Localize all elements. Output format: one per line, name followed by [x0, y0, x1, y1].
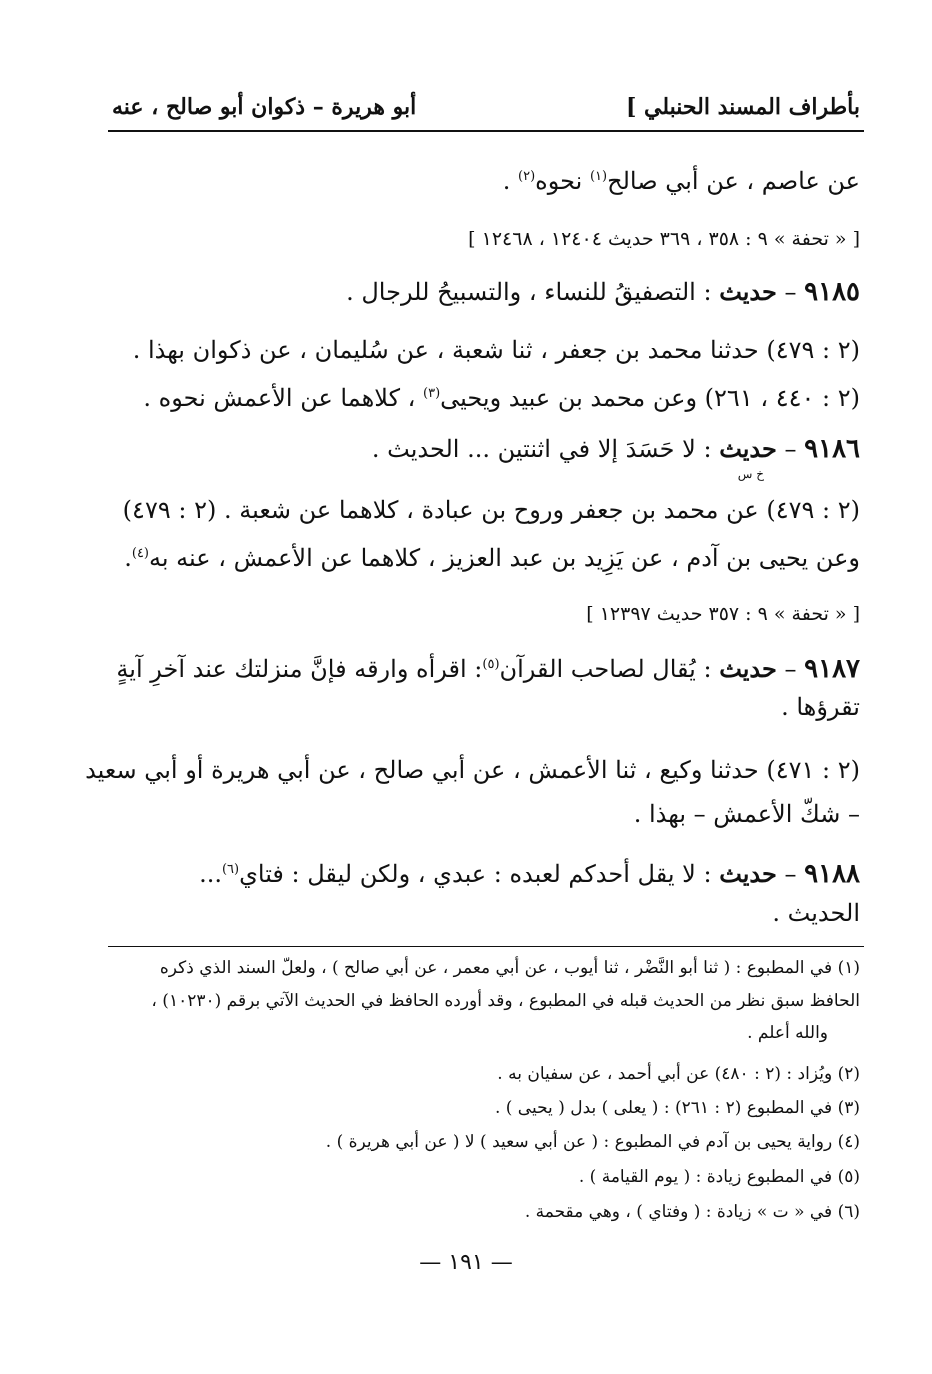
hadith-keyword: حديث [719, 859, 777, 888]
running-header-title: بأطراف المسند الحنبلي ] [625, 94, 860, 120]
hadith-text: : يُقال لصاحب القرآن [499, 655, 720, 683]
isnad-line: (٢ : ٤٧٩) عن محمد بن جعفر وروح بن عبادة ، كلاهما عن شعبة . (٢ : ٤٧٩) [122, 496, 860, 524]
footnote-ref: (٦) [221, 862, 240, 877]
footnote-3: (٣) في المطبوع (٢ : ٢٦١) : ( يعلى ) بدل ( يحيى ) . [494, 1098, 860, 1118]
dash: – [776, 435, 805, 463]
isnad-line: (٢ : ٤٧٩) حدثنا محمد بن جعفر ، ثنا شعبة ، عن سُليمان ، عن ذكوان بهذا . [132, 336, 860, 364]
isnad-line: (٢ : ٤٧١) حدثنا وكيع ، ثنا الأعمش ، عن أبي صالح ، عن أبي هريرة أو أبي سعيد [85, 756, 860, 784]
sigla-note: خ س [737, 467, 764, 481]
hadith-text: : اقرأه وارقه فإنَّ منزلتك عند آخرِ آيةٍ [116, 655, 483, 683]
line-text: . [124, 544, 132, 572]
line-text: وعن يحيى بن آدم ، عن يَزِيد بن عبد العزيز ، كلاهما عن الأعمش ، عنه به [149, 544, 860, 572]
isnad-line: – شكّ الأعمش – بهذا . [633, 800, 860, 828]
hadith-number: ٩١٨٦ [804, 434, 860, 464]
tuhfa-reference: [ « تحفة » ٩ : ٣٥٨ ، ٣٦٩ حديث ١٢٤٠٤ ، ١٢٤٦٨ ] [468, 228, 860, 250]
footnote-1: (١) في المطبوع : ( ثنا أبو النَّضْر ، ثنا أيوب ، عن أبي معمر ، عن أبي صالح ) ، ولعلّ السند الذي ذكره [159, 958, 860, 978]
footnote-ref: (٥) [482, 657, 500, 672]
footnote-ref: (١) [589, 169, 608, 184]
hadith-text: : لا يقل أحدكم لعبده : عبدي ، ولكن ليقل : فتاي [239, 860, 720, 888]
hadith-number: ٩١٨٥ [804, 277, 860, 307]
dash: – [776, 655, 805, 683]
hadith-heading-9186 [372, 432, 860, 466]
hadith-heading-9187 [116, 648, 860, 686]
header-rule [108, 130, 864, 132]
dash: – [776, 860, 805, 888]
hadith-keyword: حديث [719, 277, 777, 306]
line-text: نحوه [535, 167, 590, 195]
hadith-keyword: حديث [719, 434, 777, 463]
hadith-number: ٩١٨٨ [804, 859, 860, 889]
hadith-heading-9185 [346, 275, 860, 309]
line-text: (٢ : ٤٤٠ ، ٢٦١) وعن محمد بن عبيد ويحيى [440, 384, 860, 412]
hadith-number: ٩١٨٧ [804, 654, 860, 684]
line-text: عن عاصم ، عن أبي صالح [607, 167, 860, 195]
hadith-text: ... [199, 860, 222, 888]
footnote-rule [108, 946, 864, 947]
text-line [503, 160, 860, 198]
hadith-text: : لا حَسَدَ إلا في اثنتين ... الحديث . [371, 435, 720, 463]
footnote-4: (٤) رواية يحيى بن آدم في المطبوع : ( عن أبي سعيد ) لا ( عن أبي هريرة ) . [325, 1132, 860, 1152]
hadith-keyword: حديث [719, 654, 777, 683]
footnote-1-cont: والله أعلم . [747, 1023, 828, 1043]
hadith-heading-9188 [199, 853, 860, 891]
footnote-6: (٦) في « ت » زيادة : ( وفتاي ) ، وهي مقحمة . [524, 1202, 860, 1222]
footnote-2: (٢) ويُزاد : (٢ : ٤٨٠) عن أبي أحمد ، عن سفيان به . [497, 1064, 860, 1084]
isnad-line [143, 377, 860, 415]
footnote-ref: (٢) [518, 169, 536, 184]
line-text: . [502, 167, 519, 195]
footnote-5: (٥) في المطبوع زيادة : ( يوم القيامة ) . [578, 1167, 860, 1187]
text-line: تقرؤها . [781, 693, 860, 721]
text-line: الحديث . [772, 899, 860, 927]
footnote-1-cont: الحافظ سبق نظر من الحديث قبله في المطبوع ، وقد أورده الحافظ في الحديث الآتي برقم (١٠٢٣٠) ، [151, 991, 860, 1011]
dash: – [776, 278, 805, 306]
tuhfa-reference: [ « تحفة » ٩ : ٣٥٧ حديث ١٢٣٩٧ ] [586, 603, 860, 625]
running-header-section: أبو هريرة – ذكوان أبو صالح ، عنه [112, 94, 417, 120]
isnad-line [124, 537, 860, 575]
page-number: — ١٩١ — [419, 1250, 513, 1275]
hadith-text: : التصفيقُ للنساء ، والتسبيحُ للرجال . [346, 278, 720, 306]
footnote-ref: (٣) [423, 386, 441, 401]
footnote-ref: (٤) [131, 546, 149, 561]
line-text: ، كلاهما عن الأعمش نحوه . [143, 384, 424, 412]
